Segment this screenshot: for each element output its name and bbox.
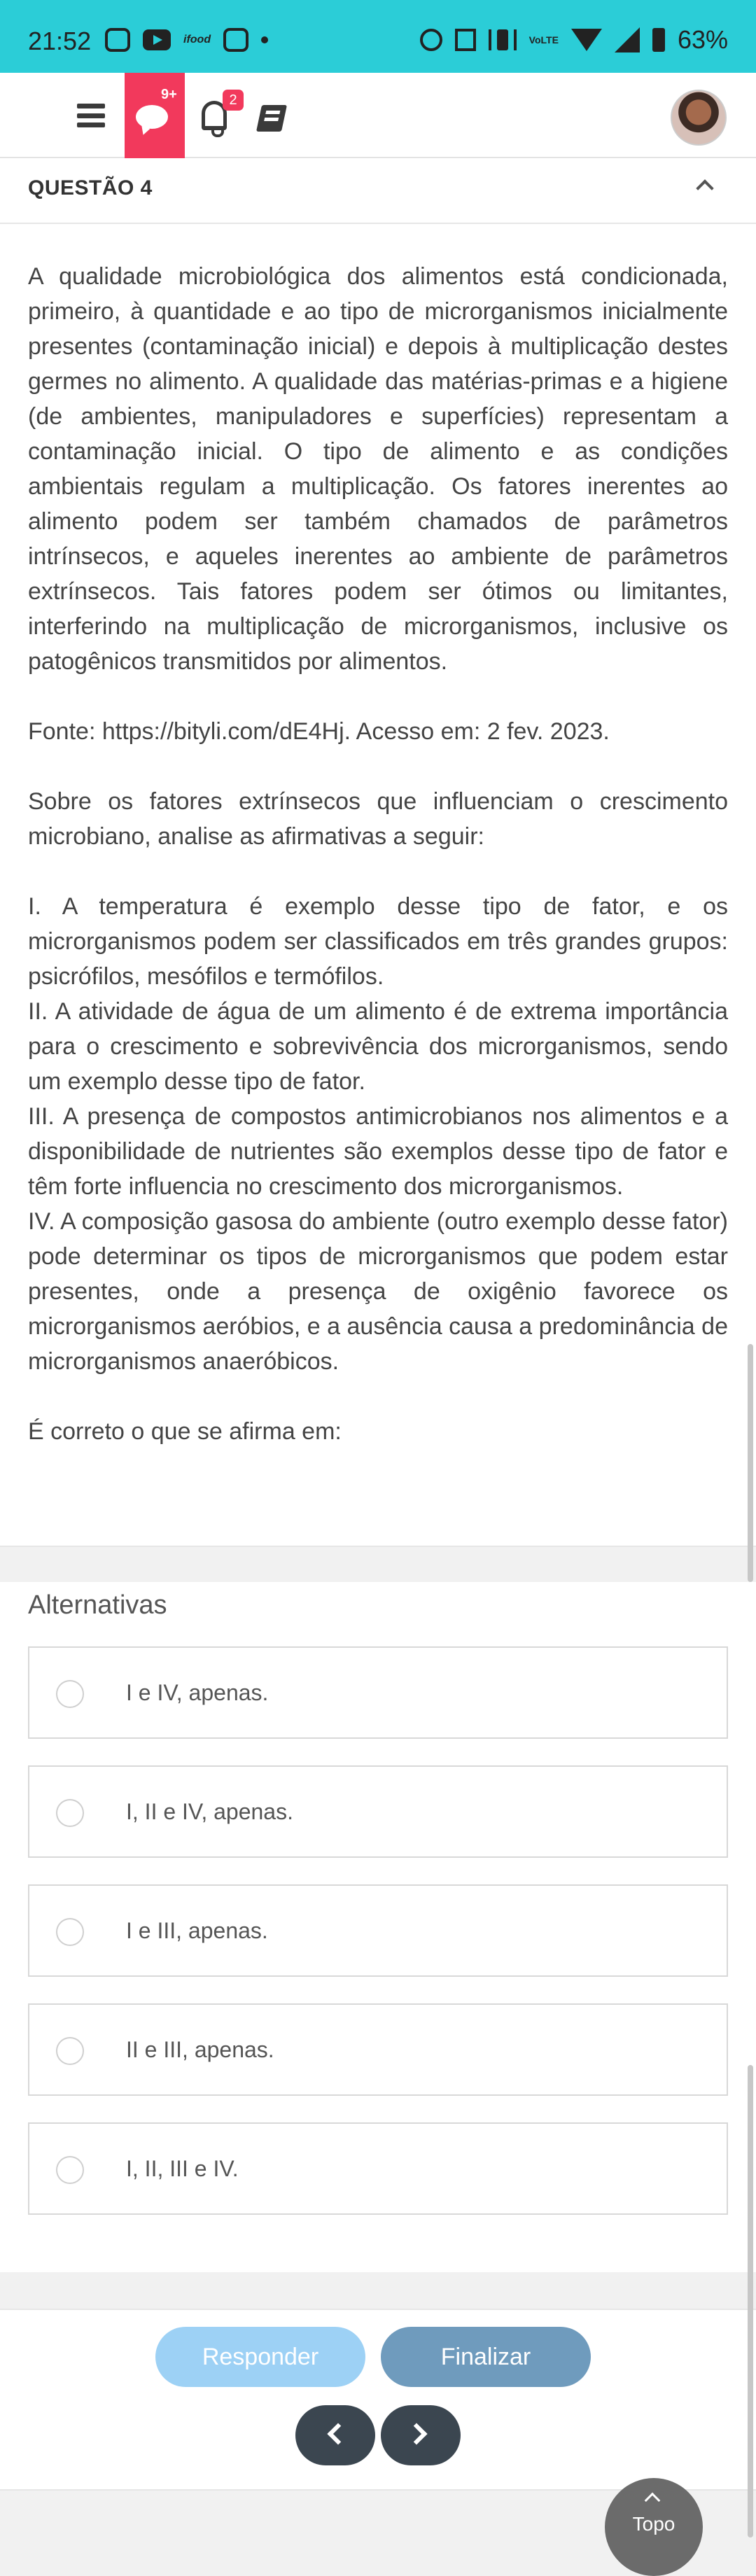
radio-button[interactable]: [56, 2037, 84, 2065]
statement-4: IV. A composição gasosa do ambiente (outro exemplo desse fator) pode determinar os tipos de microrganismos que podem estar presentes, onde a presença de oxigênio favorece os microrganismos aeróbios, e a ausência causa a predominância de microrganismos anaeróbicos.: [28, 1208, 728, 1375]
radio-button[interactable]: [56, 1918, 84, 1946]
ifood-icon: ifood: [183, 34, 211, 46]
alternative-option[interactable]: [28, 1884, 728, 1977]
status-time: 21:52: [28, 27, 92, 55]
responder-button[interactable]: Responder: [155, 2327, 365, 2387]
notification-badge: 2: [223, 90, 244, 111]
menu-icon[interactable]: [77, 104, 105, 127]
youtube-icon: [143, 29, 171, 50]
previous-button[interactable]: [295, 2405, 375, 2465]
chat-button[interactable]: [125, 73, 185, 158]
more-notifications-dot: [261, 36, 268, 43]
avatar[interactable]: [671, 90, 727, 146]
alternatives-title: Alternativas: [28, 1590, 167, 1620]
alternative-label: I, II, III e IV.: [126, 2156, 239, 2181]
question-title: QUESTÃO 4: [28, 176, 153, 200]
question-body: [0, 224, 756, 1547]
statement-3: III. A presença de compostos antimicrobianos nos alimentos e a disponibilidade de nutrientes são exemplos desse tipo de fator e têm forte influencia no crescimento dos microrganismos.: [28, 1103, 728, 1200]
question-header[interactable]: [0, 158, 756, 224]
notification-icons: [105, 28, 268, 52]
top-navbar: [0, 73, 756, 158]
radio-button[interactable]: [56, 1680, 84, 1708]
radio-button[interactable]: [56, 2156, 84, 2184]
chat-badge: 9+: [161, 87, 177, 102]
battery-icon: [652, 28, 665, 52]
action-bar: [0, 2309, 756, 2491]
status-bar: [0, 0, 756, 73]
alternative-option[interactable]: [28, 2003, 728, 2096]
instagram-icon: [223, 28, 248, 52]
wifi-icon: [571, 29, 602, 51]
book-icon[interactable]: [256, 105, 287, 132]
instagram-icon: [105, 28, 130, 52]
chat-icon: [136, 105, 168, 129]
question-paragraph: A qualidade microbiológica dos alimentos está condicionada, primeiro, à quantidade e ao tipo de microrganismos inicialmente presentes (contaminação inicial) e depois à multiplicação destes germes no alimento. A qualidade das matérias-primas e a higiene (de ambientes, manipuladores e superfícies) representam a contaminação inicial. O tipo de alimento e as condições ambientais regulam a multiplicação. Os fatores inerentes ao alimento podem ser também chamados de parâmetros intrínsecos, e aqueles inerentes ao ambiente de parâmetros extrínsecos. Tais fatores podem ser ótimos ou limitantes, interferindo na multiplicação de microrganismos, inclusive os patogênicos transmitidos por alimentos.: [28, 263, 728, 675]
alternative-option[interactable]: [28, 1765, 728, 1858]
alternative-option[interactable]: [28, 1646, 728, 1739]
system-icons: [420, 25, 728, 55]
vibrate-icon: [489, 29, 517, 50]
nfc-icon: [455, 29, 476, 51]
alarm-icon: [420, 29, 442, 51]
back-to-top-button[interactable]: [605, 2478, 703, 2576]
question-ask: É correto o que se afirma em:: [28, 1418, 342, 1445]
alternatives-section: [0, 1582, 756, 2272]
signal-icon: [615, 27, 640, 52]
statement-2: II. A atividade de água de um alimento é de extrema importância para o crescimento e sobrevivência dos microrganismos, sendo um exemplo desse tipo de fator.: [28, 998, 728, 1095]
scrollbar[interactable]: [748, 2065, 753, 2538]
battery-percent: 63%: [677, 25, 728, 54]
alternative-label: I e IV, apenas.: [126, 1680, 269, 1705]
question-text: [28, 259, 728, 1449]
statement-1: I. A temperatura é exemplo desse tipo de fator, e os microrganismos podem ser classificados em três grandes grupos: psicrófilos, mesófilos e termófilos.: [28, 893, 728, 990]
radio-button[interactable]: [56, 1799, 84, 1827]
chevron-up-icon: [645, 2493, 661, 2509]
chevron-left-icon: [327, 2423, 349, 2444]
next-button[interactable]: [381, 2405, 461, 2465]
finalizar-button[interactable]: Finalizar: [381, 2327, 591, 2387]
alternative-label: I, II e IV, apenas.: [126, 1799, 293, 1824]
back-to-top-label: Topo: [632, 2513, 676, 2535]
volte-icon: VoLTE: [528, 34, 559, 46]
chevron-right-icon: [405, 2423, 427, 2444]
alternative-option[interactable]: [28, 2122, 728, 2215]
alternative-label: I e III, apenas.: [126, 1918, 268, 1943]
chevron-up-icon[interactable]: [696, 179, 713, 197]
scrollbar[interactable]: [748, 1344, 753, 1582]
alternative-label: II e III, apenas.: [126, 2037, 274, 2062]
question-prompt: Sobre os fatores extrínsecos que influenciam o crescimento microbiano, analise as afirmativas a seguir:: [28, 788, 728, 850]
question-source: Fonte: https://bityli.com/dE4Hj. Acesso em: 2 fev. 2023.: [28, 718, 610, 745]
